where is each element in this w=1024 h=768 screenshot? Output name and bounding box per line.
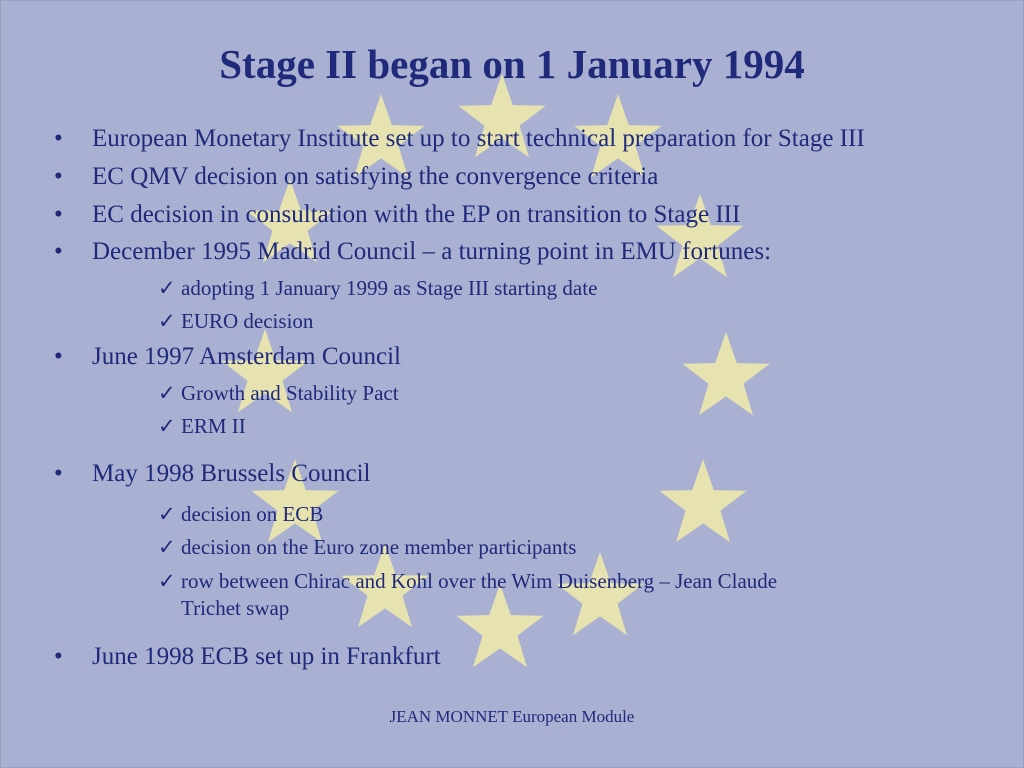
check-icon: ✓: [158, 381, 176, 405]
slide-title: Stage II began on 1 January 1994: [219, 41, 805, 87]
star-12: [456, 584, 543, 667]
bullet-dot: •: [54, 343, 63, 370]
slide-footer: JEAN MONNET European Module: [389, 707, 635, 726]
check-icon: ✓: [158, 502, 176, 526]
check-icon: ✓: [158, 309, 176, 333]
bullet-dot: •: [54, 163, 63, 190]
bullet-dot: •: [54, 201, 63, 228]
bullet-text: EC decision in consultation with the EP on transition to Stage III: [92, 201, 741, 228]
sub-item-text: Trichet swap: [181, 596, 290, 620]
star-9: [659, 459, 746, 542]
bullet-dot: •: [54, 125, 63, 152]
check-icon: ✓: [158, 535, 176, 559]
bullet-text: June 1997 Amsterdam Council: [92, 343, 401, 370]
sub-item-text: Growth and Stability Pact: [181, 381, 399, 405]
bullet-text: European Monetary Institute set up to start technical preparation for Stage III: [92, 125, 865, 152]
bullet-text: EC QMV decision on satisfying the convergence criteria: [92, 163, 659, 190]
bullet-text: December 1995 Madrid Council – a turning point in EMU fortunes:: [92, 238, 772, 265]
check-icon: ✓: [158, 569, 176, 593]
check-icon: ✓: [158, 276, 176, 300]
sub-item-text: ERM II: [181, 414, 246, 438]
check-icon: ✓: [158, 414, 176, 438]
sub-item-text: decision on the Euro zone member participants: [181, 535, 577, 559]
bullet-dot: •: [54, 238, 63, 265]
sub-item-text: row between Chirac and Kohl over the Wim Duisenberg – Jean Claude: [181, 569, 778, 593]
sub-item-text: decision on ECB: [181, 502, 324, 526]
bullet-text: May 1998 Brussels Council: [92, 460, 371, 487]
sub-item-text: EURO decision: [181, 309, 314, 333]
bullet-dot: •: [54, 460, 63, 487]
bullet-text: June 1998 ECB set up in Frankfurt: [92, 643, 441, 670]
star-7: [682, 332, 769, 415]
bullet-dot: •: [54, 643, 63, 670]
sub-item-text: adopting 1 January 1999 as Stage III starting date: [181, 276, 598, 300]
